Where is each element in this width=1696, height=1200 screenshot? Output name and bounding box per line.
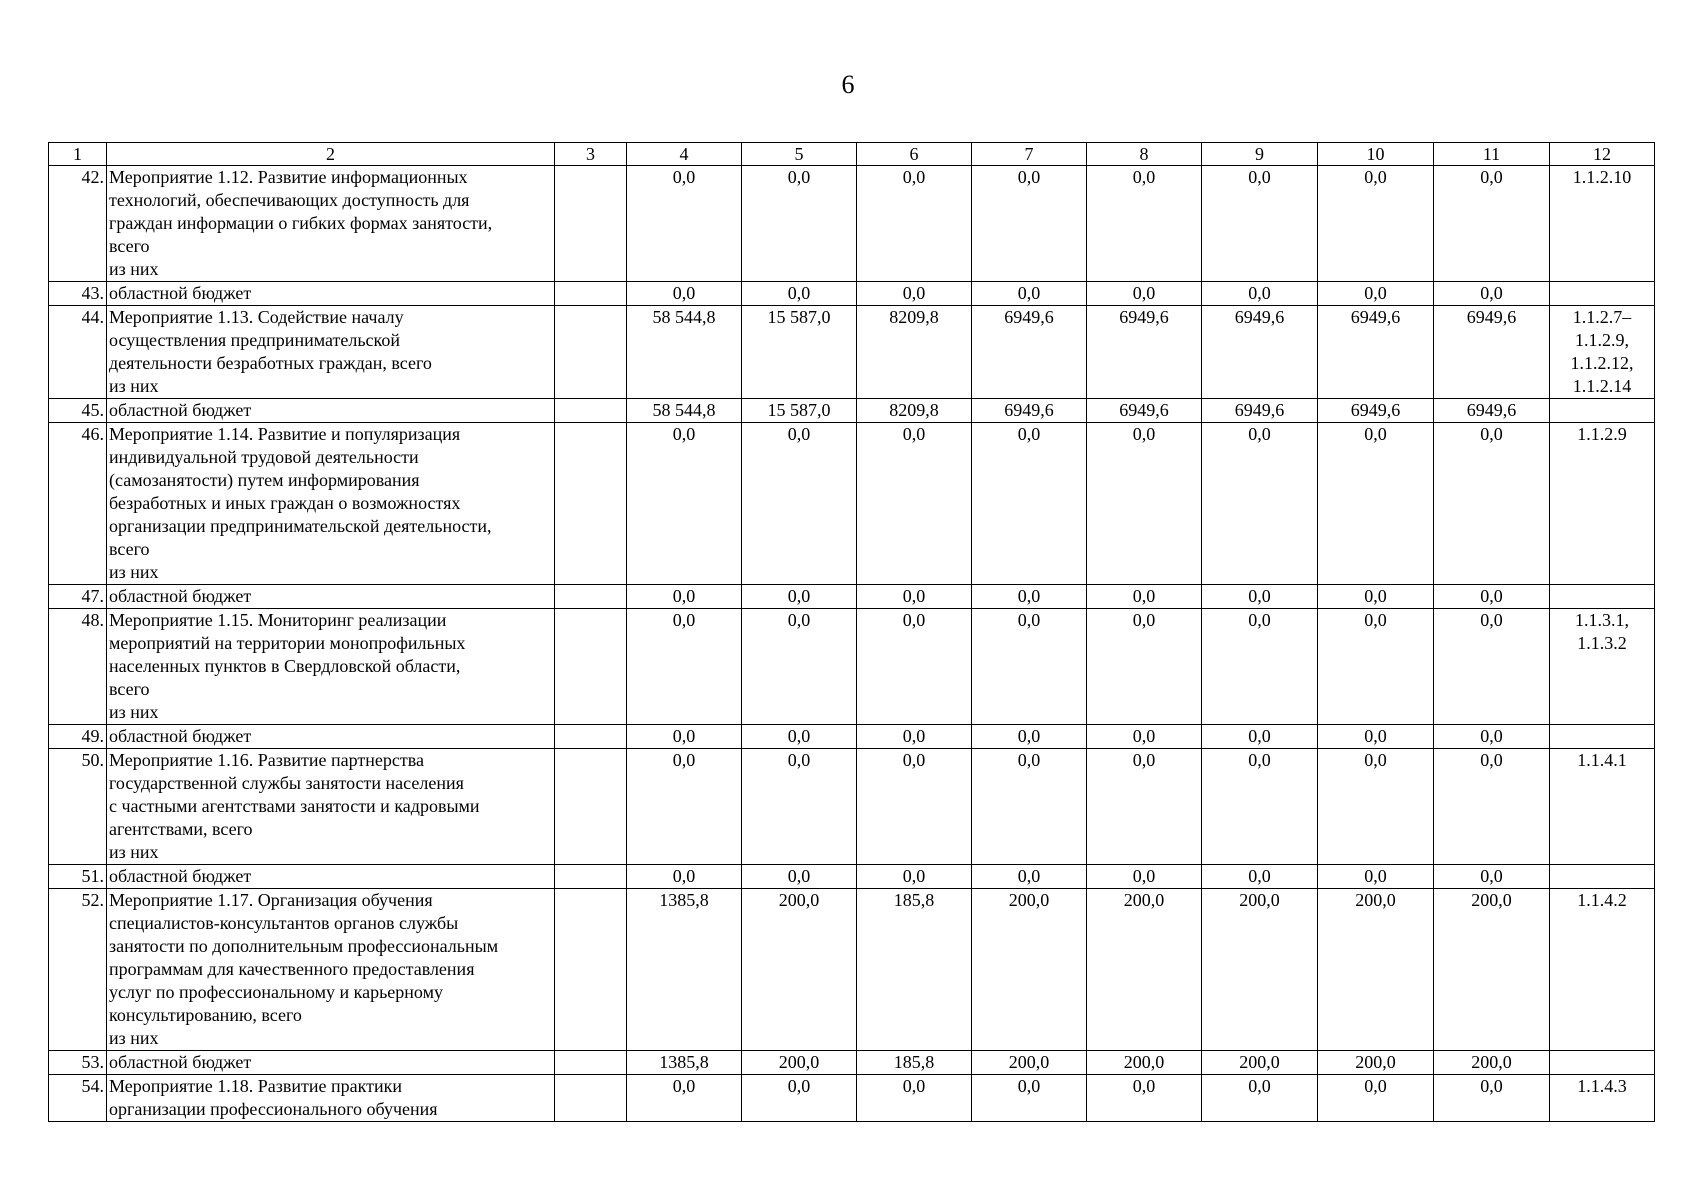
value-cell-col-6: 0,0 [857,423,972,585]
column-header-4: 4 [627,143,742,166]
value-cell-col-5: 0,0 [742,749,857,865]
row-number: 54. [49,1075,107,1122]
value-cell-col-5: 0,0 [742,166,857,282]
value-cell-col-8: 0,0 [1087,725,1202,749]
table-row [49,399,1655,423]
value-cell-col-9: 200,0 [1202,1051,1318,1075]
table-row [49,282,1655,306]
value-cell-col-5: 200,0 [742,1051,857,1075]
value-cell-col-6: 0,0 [857,865,972,889]
value-cell-col-6: 8209,8 [857,399,972,423]
value-cell-col-10: 6949,6 [1318,306,1434,399]
column-3-cell [555,1075,627,1122]
value-cell-col-11: 200,0 [1434,1051,1550,1075]
value-cell-col-7: 6949,6 [972,306,1087,399]
row-name: областной бюджет [107,865,555,889]
value-cell-col-4: 0,0 [627,1075,742,1122]
target-code: 1.1.4.3 [1550,1075,1655,1122]
value-cell-col-7: 6949,6 [972,399,1087,423]
table-row [49,1075,1655,1122]
row-name: Мероприятие 1.15. Мониторинг реализации мероприятий на территории монопрофильных населенных пунктов в Свердловской области, всего из них [107,609,555,725]
value-cell-col-8: 0,0 [1087,749,1202,865]
value-cell-col-4: 0,0 [627,725,742,749]
value-cell-col-9: 0,0 [1202,725,1318,749]
value-cell-col-7: 0,0 [972,166,1087,282]
value-cell-col-5: 0,0 [742,865,857,889]
value-cell-col-4: 1385,8 [627,1051,742,1075]
value-cell-col-4: 58 544,8 [627,399,742,423]
value-cell-col-11: 0,0 [1434,865,1550,889]
table-row [49,166,1655,282]
value-cell-col-8: 0,0 [1087,1075,1202,1122]
row-name: Мероприятие 1.14. Развитие и популяризация индивидуальной трудовой деятельности (самозанятости) путем информирования безработных и иных граждан о возможностях организации предпринимательской деятельности, всего из них [107,423,555,585]
value-cell-col-5: 15 587,0 [742,306,857,399]
value-cell-col-7: 0,0 [972,749,1087,865]
target-code [1550,865,1655,889]
column-3-cell [555,282,627,306]
row-number: 48. [49,609,107,725]
value-cell-col-10: 0,0 [1318,1075,1434,1122]
row-name: Мероприятие 1.13. Содействие началу осуществления предпринимательской деятельности безработных граждан, всего из них [107,306,555,399]
column-3-cell [555,865,627,889]
column-header-2: 2 [107,143,555,166]
table-row [49,725,1655,749]
target-code: 1.1.2.10 [1550,166,1655,282]
value-cell-col-9: 0,0 [1202,282,1318,306]
column-3-cell [555,423,627,585]
column-3-cell [555,749,627,865]
value-cell-col-8: 0,0 [1087,282,1202,306]
row-name: областной бюджет [107,1051,555,1075]
table-row [49,306,1655,399]
target-code [1550,725,1655,749]
target-code: 1.1.3.1, 1.1.3.2 [1550,609,1655,725]
budget-table [48,142,1655,1122]
target-code: 1.1.4.2 [1550,889,1655,1051]
page-number: 6 [841,70,855,99]
table-row [49,585,1655,609]
value-cell-col-10: 0,0 [1318,282,1434,306]
value-cell-col-5: 0,0 [742,585,857,609]
value-cell-col-8: 0,0 [1087,166,1202,282]
value-cell-col-5: 0,0 [742,1075,857,1122]
row-name: Мероприятие 1.18. Развитие практики организации профессионального обучения [107,1075,555,1122]
value-cell-col-5: 15 587,0 [742,399,857,423]
value-cell-col-4: 1385,8 [627,889,742,1051]
row-number: 49. [49,725,107,749]
value-cell-col-7: 0,0 [972,282,1087,306]
value-cell-col-11: 0,0 [1434,282,1550,306]
row-number: 42. [49,166,107,282]
row-number: 52. [49,889,107,1051]
value-cell-col-10: 0,0 [1318,609,1434,725]
value-cell-col-4: 58 544,8 [627,306,742,399]
value-cell-col-6: 0,0 [857,609,972,725]
value-cell-col-10: 0,0 [1318,166,1434,282]
row-number: 50. [49,749,107,865]
value-cell-col-5: 200,0 [742,889,857,1051]
column-header-12: 12 [1550,143,1655,166]
value-cell-col-9: 0,0 [1202,585,1318,609]
value-cell-col-9: 6949,6 [1202,399,1318,423]
table-row [49,749,1655,865]
table-row [49,889,1655,1051]
value-cell-col-9: 0,0 [1202,423,1318,585]
value-cell-col-7: 0,0 [972,585,1087,609]
value-cell-col-10: 0,0 [1318,749,1434,865]
value-cell-col-7: 0,0 [972,609,1087,725]
value-cell-col-9: 0,0 [1202,166,1318,282]
table-row [49,1051,1655,1075]
value-cell-col-11: 0,0 [1434,609,1550,725]
value-cell-col-4: 0,0 [627,282,742,306]
value-cell-col-8: 0,0 [1087,609,1202,725]
column-header-3: 3 [555,143,627,166]
value-cell-col-9: 0,0 [1202,749,1318,865]
table-body [49,143,1655,1122]
value-cell-col-5: 0,0 [742,282,857,306]
row-number: 47. [49,585,107,609]
value-cell-col-10: 6949,6 [1318,399,1434,423]
value-cell-col-5: 0,0 [742,609,857,725]
value-cell-col-7: 200,0 [972,889,1087,1051]
value-cell-col-8: 0,0 [1087,865,1202,889]
column-3-cell [555,585,627,609]
value-cell-col-11: 0,0 [1434,166,1550,282]
value-cell-col-8: 0,0 [1087,423,1202,585]
value-cell-col-11: 0,0 [1434,749,1550,865]
value-cell-col-11: 200,0 [1434,889,1550,1051]
row-number: 46. [49,423,107,585]
value-cell-col-7: 0,0 [972,1075,1087,1122]
column-header-7: 7 [972,143,1087,166]
value-cell-col-9: 0,0 [1202,865,1318,889]
value-cell-col-5: 0,0 [742,725,857,749]
value-cell-col-4: 0,0 [627,609,742,725]
row-name: областной бюджет [107,725,555,749]
value-cell-col-6: 0,0 [857,166,972,282]
row-number: 45. [49,399,107,423]
row-name: Мероприятие 1.12. Развитие информационных технологий, обеспечивающих доступность для граждан информации о гибких формах занятости, всего из них [107,166,555,282]
column-3-cell [555,306,627,399]
table-row [49,423,1655,585]
value-cell-col-7: 0,0 [972,725,1087,749]
row-number: 51. [49,865,107,889]
target-code: 1.1.2.9 [1550,423,1655,585]
value-cell-col-6: 0,0 [857,585,972,609]
value-cell-col-8: 6949,6 [1087,306,1202,399]
value-cell-col-9: 0,0 [1202,1075,1318,1122]
column-header-6: 6 [857,143,972,166]
column-header-8: 8 [1087,143,1202,166]
value-cell-col-11: 6949,6 [1434,399,1550,423]
value-cell-col-6: 0,0 [857,1075,972,1122]
column-header-row [49,143,1655,166]
column-3-cell [555,609,627,725]
column-3-cell [555,889,627,1051]
column-3-cell [555,1051,627,1075]
target-code: 1.1.2.7– 1.1.2.9, 1.1.2.12, 1.1.2.14 [1550,306,1655,399]
value-cell-col-9: 200,0 [1202,889,1318,1051]
column-3-cell [555,399,627,423]
value-cell-col-10: 200,0 [1318,889,1434,1051]
column-header-1: 1 [49,143,107,166]
value-cell-col-7: 0,0 [972,423,1087,585]
value-cell-col-11: 0,0 [1434,585,1550,609]
value-cell-col-10: 200,0 [1318,1051,1434,1075]
column-3-cell [555,166,627,282]
value-cell-col-7: 200,0 [972,1051,1087,1075]
row-name: областной бюджет [107,585,555,609]
value-cell-col-9: 6949,6 [1202,306,1318,399]
row-name: Мероприятие 1.17. Организация обучения специалистов-консультантов органов службы занятости по дополнительным профессиональным программам для качественного предоставления услуг по профессиональному и карьерному консультированию, всего из них [107,889,555,1051]
value-cell-col-8: 0,0 [1087,585,1202,609]
value-cell-col-11: 0,0 [1434,725,1550,749]
value-cell-col-11: 0,0 [1434,423,1550,585]
value-cell-col-4: 0,0 [627,865,742,889]
column-3-cell [555,725,627,749]
target-code [1550,282,1655,306]
value-cell-col-9: 0,0 [1202,609,1318,725]
value-cell-col-11: 0,0 [1434,1075,1550,1122]
row-name: областной бюджет [107,282,555,306]
target-code [1550,585,1655,609]
value-cell-col-6: 0,0 [857,725,972,749]
column-header-9: 9 [1202,143,1318,166]
row-number: 44. [49,306,107,399]
value-cell-col-5: 0,0 [742,423,857,585]
value-cell-col-10: 0,0 [1318,725,1434,749]
value-cell-col-4: 0,0 [627,585,742,609]
value-cell-col-6: 8209,8 [857,306,972,399]
value-cell-col-4: 0,0 [627,423,742,585]
column-header-5: 5 [742,143,857,166]
value-cell-col-8: 6949,6 [1087,399,1202,423]
column-header-10: 10 [1318,143,1434,166]
value-cell-col-6: 185,8 [857,889,972,1051]
value-cell-col-10: 0,0 [1318,423,1434,585]
value-cell-col-4: 0,0 [627,166,742,282]
value-cell-col-8: 200,0 [1087,889,1202,1051]
value-cell-col-7: 0,0 [972,865,1087,889]
value-cell-col-6: 185,8 [857,1051,972,1075]
value-cell-col-10: 0,0 [1318,865,1434,889]
value-cell-col-6: 0,0 [857,282,972,306]
row-name: областной бюджет [107,399,555,423]
table-row [49,865,1655,889]
column-header-11: 11 [1434,143,1550,166]
value-cell-col-10: 0,0 [1318,585,1434,609]
row-number: 53. [49,1051,107,1075]
value-cell-col-11: 6949,6 [1434,306,1550,399]
value-cell-col-4: 0,0 [627,749,742,865]
row-name: Мероприятие 1.16. Развитие партнерства государственной службы занятости населения с частными агентствами занятости и кадровыми агентствами, всего из них [107,749,555,865]
target-code [1550,399,1655,423]
row-number: 43. [49,282,107,306]
table-row [49,609,1655,725]
value-cell-col-8: 200,0 [1087,1051,1202,1075]
target-code [1550,1051,1655,1075]
target-code: 1.1.4.1 [1550,749,1655,865]
value-cell-col-6: 0,0 [857,749,972,865]
